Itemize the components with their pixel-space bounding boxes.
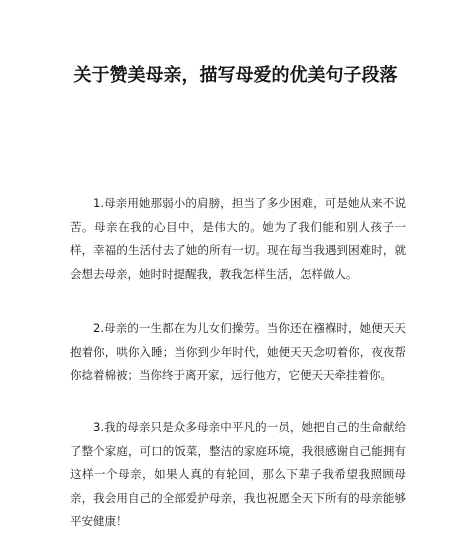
paragraph-2: 2.母亲的一生都在为儿女们操劳。当你还在襁褓时，她便天天抱着你，哄你入睡；当你到少年时代，她便天天念叨着你，夜夜帮你捻着棉被；当你终于离开家，远行他方，它便天天牵挂着你。 [70,321,406,382]
paragraph-3: 3.我的母亲只是众多母亲中平凡的一员，她把自己的生命献给了整个家庭，可口的饭菜，整洁的家庭环境，我很感谢自己能拥有这样一个母亲，如果人真的有轮回，那么下辈子我希望我照顾母亲，我会用自己的全部爱护母亲，我也祝愿全天下所有的母亲能够平安健康！ [70,420,406,528]
paragraph-1: 1.母亲用她那弱小的肩膀，担当了多少困难，可是她从来不说苦。母亲在我的心目中，是伟大的。她为了我们能和别人孩子一样，幸福的生活付去了她的所有一切。现在每当我遇到困难时，就会想去母亲，她时时提醒我，教我怎样生活，怎样做人。 [70,196,406,281]
page-title: 关于赞美母亲，描写母爱的优美句子段落 [73,65,398,86]
